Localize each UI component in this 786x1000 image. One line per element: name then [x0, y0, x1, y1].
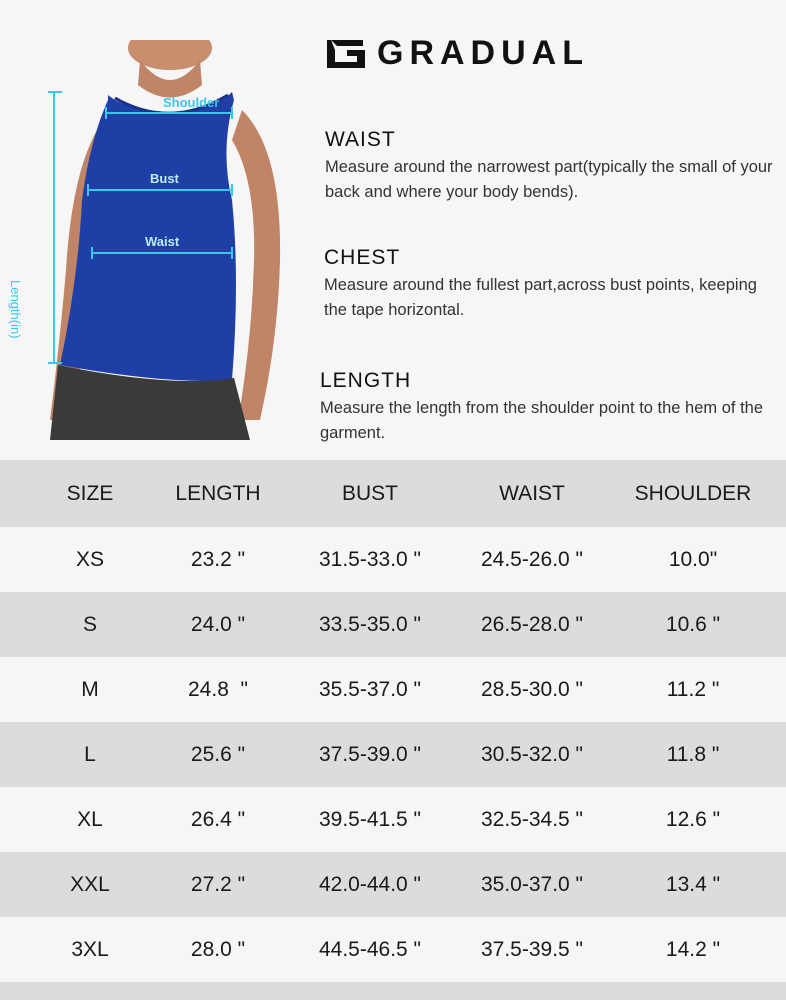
bust-cell: 44.5-46.5 "	[318, 937, 422, 961]
waist-instruction	[325, 128, 780, 205]
table-header-row	[0, 460, 786, 527]
bust-cell: 31.5-33.0 "	[318, 547, 422, 571]
length-cell: 26.4 "	[190, 807, 246, 831]
size-cell: S	[82, 612, 97, 636]
table-row	[0, 722, 786, 787]
waist-cell: 37.5-39.5 "	[480, 937, 584, 961]
chest-instruction-title: CHEST	[324, 246, 401, 269]
header-shoulder: SHOULDER	[634, 481, 752, 505]
waist-cell: 26.5-28.0 "	[480, 612, 584, 636]
table-footer-strip	[0, 982, 786, 1000]
size-cell: M	[81, 677, 99, 701]
gradual-logo-icon	[325, 36, 367, 70]
brand-header	[325, 36, 589, 70]
header-waist: WAIST	[499, 481, 565, 505]
length-cell: 28.0 "	[190, 937, 246, 961]
bust-cell: 35.5-37.0 "	[318, 677, 422, 701]
table-row	[0, 787, 786, 852]
waist-cell: 32.5-34.5 "	[480, 807, 584, 831]
bust-cell: 37.5-39.0 "	[318, 742, 422, 766]
waist-measure-label: Waist	[145, 234, 180, 249]
bust-cell: 33.5-35.0 "	[318, 612, 422, 636]
size-cell: L	[84, 742, 96, 766]
shoulder-cell: 13.4 "	[665, 872, 721, 896]
size-cell: 3XL	[71, 937, 109, 961]
table-row	[0, 657, 786, 722]
size-chart-table	[0, 460, 786, 982]
chest-instruction-text: Measure around the fullest part,across bust points, keeping the tape horizontal.	[324, 276, 757, 319]
shoulder-cell: 14.2 "	[665, 937, 721, 961]
waist-cell: 35.0-37.0 "	[480, 872, 584, 896]
shoulder-cell: 10.6 "	[665, 612, 721, 636]
tank-top-measurement-figure	[8, 40, 300, 440]
table-row	[0, 592, 786, 657]
length-cell: 24.0 "	[190, 612, 246, 636]
shoulder-cell: 11.2 "	[666, 677, 720, 701]
waist-instruction-text: Measure around the narrowest part(typically the small of your back and where your body bends).	[325, 158, 773, 201]
waist-cell: 28.5-30.0 "	[480, 677, 584, 701]
header-length: LENGTH	[175, 481, 261, 505]
length-cell: 23.2 "	[190, 547, 246, 571]
table-row	[0, 852, 786, 917]
bust-cell: 39.5-41.5 "	[318, 807, 422, 831]
waist-instruction-title: WAIST	[325, 128, 396, 151]
shoulder-measure-label: Shoulder	[163, 95, 220, 110]
bust-measure-label: Bust	[150, 171, 179, 186]
shoulder-cell: 10.0"	[668, 547, 718, 571]
table-row	[0, 527, 786, 592]
length-measure-label: Length(in)	[8, 280, 23, 339]
length-instruction-text: Measure the length from the shoulder point to the hem of the garment.	[320, 399, 764, 442]
length-instruction	[320, 369, 775, 446]
brand-name: GRADUAL	[377, 34, 589, 72]
length-instruction-title: LENGTH	[320, 369, 412, 392]
shoulder-cell: 11.8 "	[666, 742, 720, 766]
waist-cell: 30.5-32.0 "	[480, 742, 584, 766]
size-guide-header-area	[0, 0, 786, 460]
size-cell: XXL	[70, 872, 110, 896]
header-size: SIZE	[66, 481, 114, 505]
chest-instruction	[324, 246, 779, 323]
length-cell: 27.2 "	[190, 872, 246, 896]
shoulder-cell: 12.6 "	[665, 807, 721, 831]
header-bust: BUST	[341, 481, 398, 505]
bust-cell: 42.0-44.0 "	[318, 872, 422, 896]
waist-cell: 24.5-26.0 "	[480, 547, 584, 571]
size-cell: XL	[77, 807, 103, 831]
length-cell: 25.6 "	[190, 742, 246, 766]
size-cell: XS	[75, 547, 104, 571]
length-cell: 24.8 "	[188, 677, 248, 701]
table-row	[0, 917, 786, 982]
